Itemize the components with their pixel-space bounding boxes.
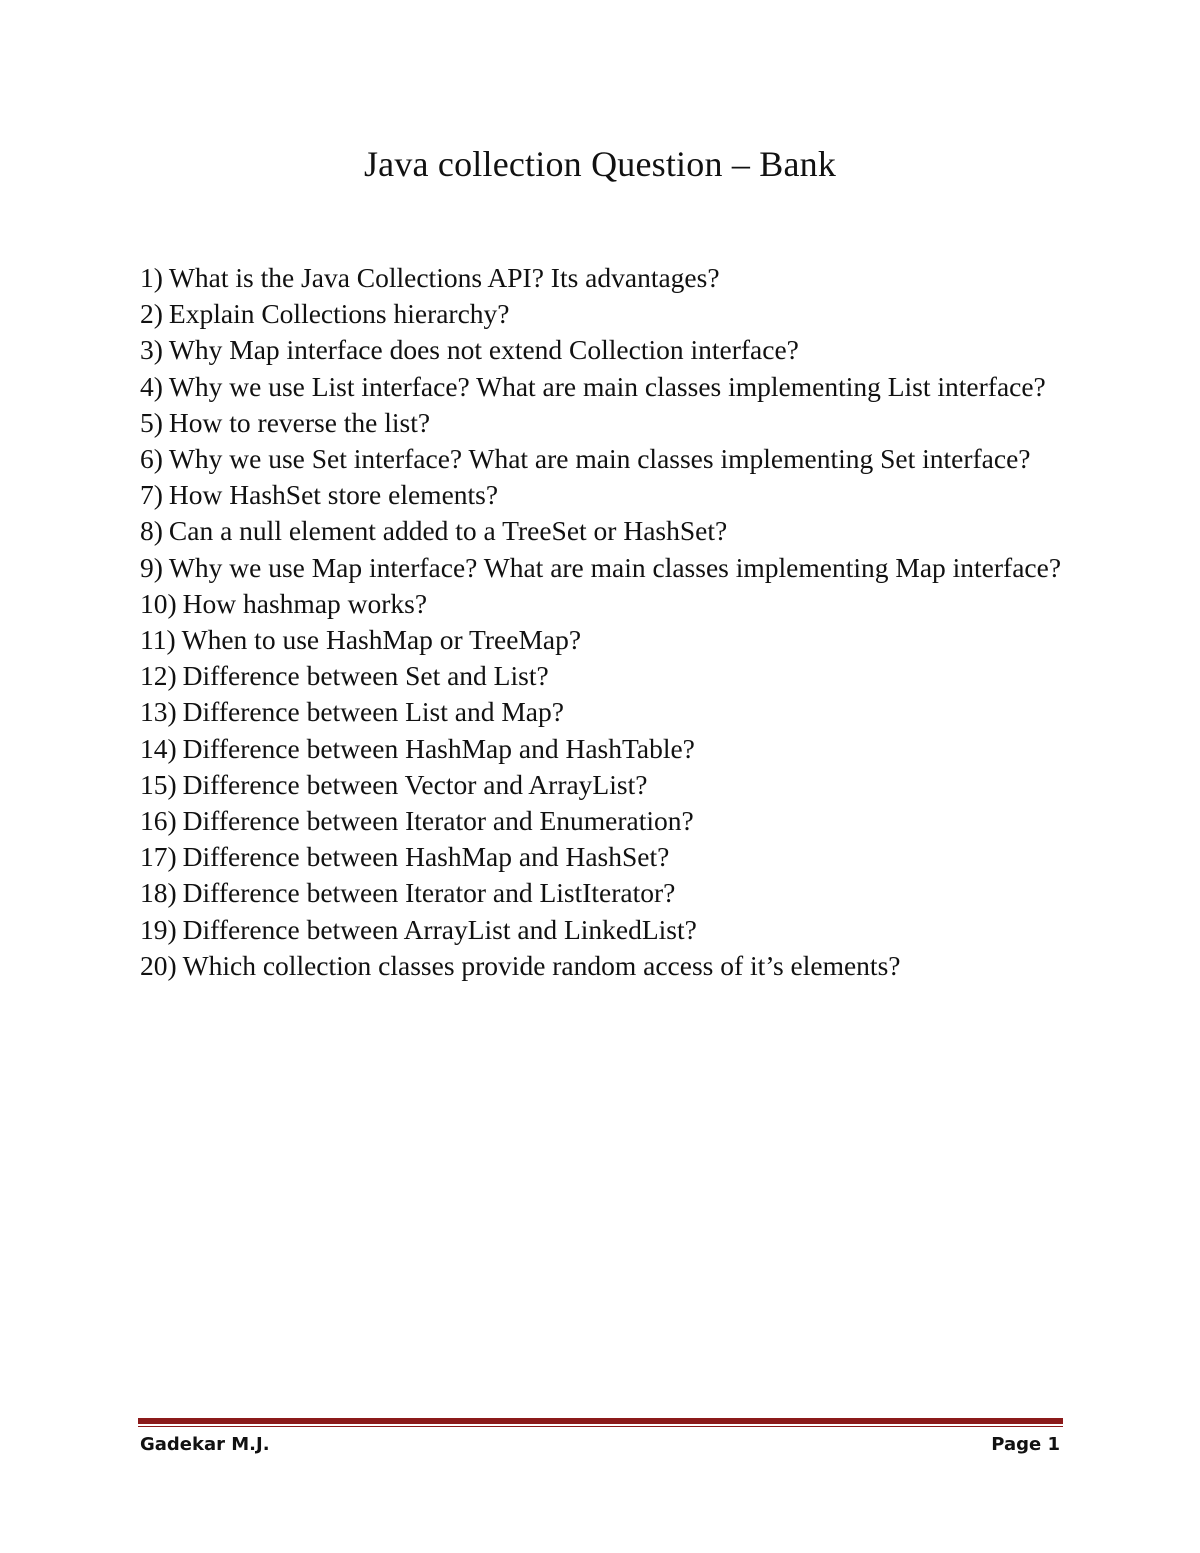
question-text: How HashSet store elements? — [168, 479, 499, 511]
question-text: Difference between Iterator and ListIterator? — [182, 877, 676, 909]
question-text: Explain Collections hierarchy? — [168, 298, 510, 330]
question-number: 16) — [140, 805, 177, 837]
list-item — [140, 296, 1070, 332]
list-item — [140, 369, 1070, 405]
list-item — [140, 948, 1070, 984]
footer-page-number: Page 1 — [991, 1434, 1060, 1455]
list-item — [140, 550, 1070, 586]
question-number: 12) — [140, 660, 177, 692]
list-item — [140, 477, 1070, 513]
question-text: Why we use Map interface? What are main classes implementing Map interface? — [168, 551, 1062, 583]
question-number: 8) — [140, 515, 163, 547]
list-item — [140, 405, 1070, 441]
list-item — [140, 586, 1070, 622]
question-number: 2) — [140, 298, 163, 330]
question-text: Why we use List interface? What are main classes implementing List interface? — [168, 370, 1046, 402]
list-item — [140, 767, 1070, 803]
question-number: 1) — [140, 262, 163, 293]
footer-divider-thin — [138, 1426, 1063, 1427]
question-text: How to reverse the list? — [168, 406, 431, 438]
question-text: What is the Java Collections API? Its advantages? — [168, 262, 720, 293]
question-number: 15) — [140, 768, 177, 800]
footer-divider — [138, 1418, 1063, 1424]
question-text: Difference between List and Map? — [182, 696, 564, 728]
question-text: Difference between HashMap and HashTable? — [182, 732, 695, 764]
question-number: 10) — [140, 587, 177, 619]
question-number: 18) — [140, 877, 177, 909]
question-number: 5) — [140, 406, 163, 438]
list-item — [140, 803, 1070, 839]
question-number: 17) — [140, 841, 177, 873]
question-number: 20) — [140, 949, 177, 981]
question-text: Difference between Iterator and Enumeration? — [182, 805, 694, 837]
list-item — [140, 912, 1070, 948]
list-item — [140, 332, 1070, 368]
list-item — [140, 622, 1070, 658]
question-text: Difference between ArrayList and LinkedList? — [182, 913, 697, 945]
list-item — [140, 731, 1070, 767]
question-text: Can a null element added to a TreeSet or HashSet? — [168, 515, 728, 547]
question-number: 11) — [140, 624, 176, 656]
list-item — [140, 658, 1070, 694]
question-text: Difference between Set and List? — [182, 660, 549, 692]
list-item — [140, 875, 1070, 911]
question-text: Difference between HashMap and HashSet? — [182, 841, 670, 873]
question-number: 13) — [140, 696, 177, 728]
question-number: 6) — [140, 443, 163, 475]
list-item — [140, 260, 1070, 296]
question-number: 7) — [140, 479, 163, 511]
list-item — [140, 441, 1070, 477]
question-number: 3) — [140, 334, 163, 366]
list-item — [140, 694, 1070, 730]
list-item — [140, 839, 1070, 875]
question-number: 9) — [140, 551, 163, 583]
question-text: How hashmap works? — [182, 587, 428, 619]
question-text: Why Map interface does not extend Collection interface? — [168, 334, 799, 366]
question-number: 14) — [140, 732, 177, 764]
question-number: 19) — [140, 913, 177, 945]
question-number: 4) — [140, 370, 163, 402]
question-text: Difference between Vector and ArrayList? — [182, 768, 648, 800]
list-item — [140, 513, 1070, 549]
document-title: Java collection Question – Bank — [363, 144, 837, 184]
question-text: Which collection classes provide random access of it’s elements? — [182, 949, 901, 981]
question-text: Why we use Set interface? What are main classes implementing Set interface? — [168, 443, 1031, 475]
question-list — [140, 260, 1070, 984]
question-text: When to use HashMap or TreeMap? — [181, 624, 582, 656]
footer-author: Gadekar M.J. — [140, 1434, 270, 1455]
